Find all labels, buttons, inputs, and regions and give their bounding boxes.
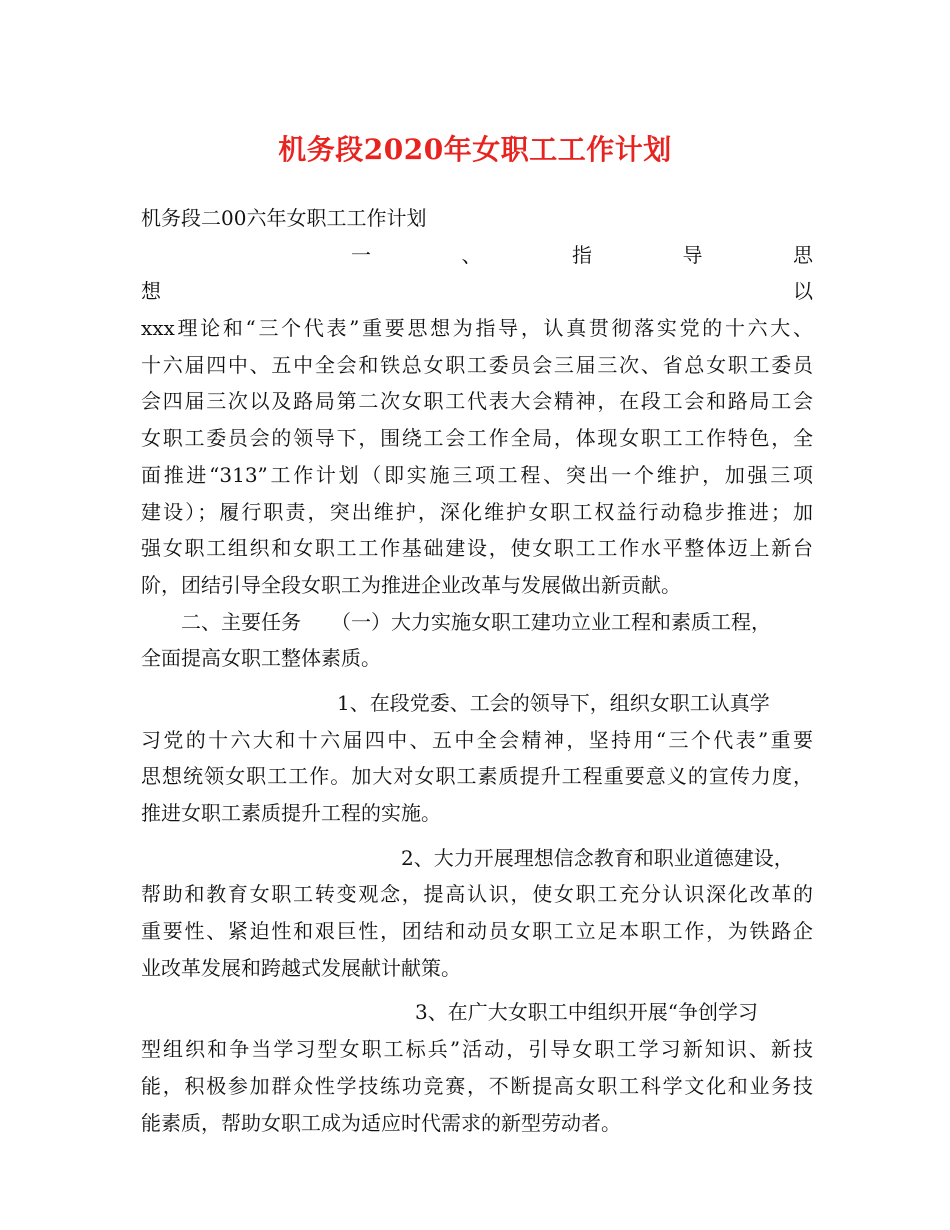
- paragraph-line: 阶，团结引导全段女职工为推进企业改革与发展做出新贡献。: [141, 572, 681, 597]
- paragraph-line: xxx理论和“三个代表”重要思想为指导，认真贯彻落实党的十六大、: [141, 316, 813, 341]
- paragraph-line: 型组织和争当学习型女职工标兵”活动，引导女职工学习新知识、新技: [141, 1037, 813, 1062]
- section1-heading-char: 导: [682, 242, 703, 267]
- paragraph-line: 会四届三次以及路局第二次女职工代表大会精神，在段工会和路局工会: [141, 389, 813, 414]
- section1-heading-char: 思: [793, 242, 813, 267]
- paragraph-line: 业改革发展和跨越式发展献计献策。: [141, 955, 461, 980]
- section1-heading-char: 想: [141, 279, 161, 304]
- document-subtitle: 机务段二00六年女职工工作计划: [141, 206, 427, 230]
- section2-heading-continued: 全面提高女职工整体素质。: [141, 646, 381, 671]
- section2-heading: 二、主要任务 （一）大力实施女职工建功立业工程和素质工程，: [181, 609, 771, 634]
- paragraph-line: 面推进“313”工作计划（即实施三项工程、突出一个维护，加强三项: [141, 462, 813, 487]
- document-body: [141, 200, 813, 1141]
- paragraph-line: 习党的十六大和十六届四中、五中全会精神，坚持用“三个代表”重要: [141, 727, 813, 752]
- paragraph-line: 思想统领女职工工作。加大对女职工素质提升工程重要意义的宣传力度，: [141, 764, 813, 789]
- paragraph-line: 重要性、紧迫性和艰巨性，团结和动员女职工立足本职工作，为铁路企: [141, 919, 813, 944]
- document-title: 机务段2020年女职工工作计划: [278, 133, 672, 166]
- paragraph-line: 十六届四中、五中全会和铁总女职工委员会三届三次、省总女职工委员: [141, 352, 813, 377]
- paragraph-line: 帮助和教育女职工转变观念，提高认识，使女职工充分认识深化改革的: [141, 882, 813, 907]
- paragraph-line: 强女职工组织和女职工工作基础建设，使女职工工作水平整体迈上新台: [141, 536, 813, 561]
- item-1-first-line: 1、在段党委、工会的领导下，组织女职工认真学: [337, 690, 770, 715]
- section1-heading-char: 指: [572, 242, 592, 267]
- item-2-first-line: 2、大力开展理想信念教育和职业道德建设，: [401, 845, 794, 870]
- section1-heading: [141, 237, 813, 274]
- paragraph-line: 建设）；履行职责，突出维护，深化维护女职工权益行动稳步推进；加: [141, 499, 813, 524]
- section1-paragraph-start: 以: [793, 279, 813, 304]
- section1-heading-char: 一: [351, 242, 371, 267]
- section1-heading-continued: [141, 273, 813, 310]
- paragraph-line: 女职工委员会的领导下，围绕工会工作全局，体现女职工工作特色，全: [141, 426, 813, 451]
- paragraph-line: 能素质，帮助女职工成为适应时代需求的新型劳动者。: [141, 1110, 621, 1135]
- paragraph-line: 能，积极参加群众性学技练功竞赛，不断提高女职工科学文化和业务技: [141, 1073, 813, 1098]
- section1-heading-char: 、: [461, 242, 482, 267]
- paragraph-line: 推进女职工素质提升工程的实施。: [141, 801, 441, 825]
- item-3-first-line: 3、在广大女职工中组织开展“争创学习: [415, 1000, 758, 1025]
